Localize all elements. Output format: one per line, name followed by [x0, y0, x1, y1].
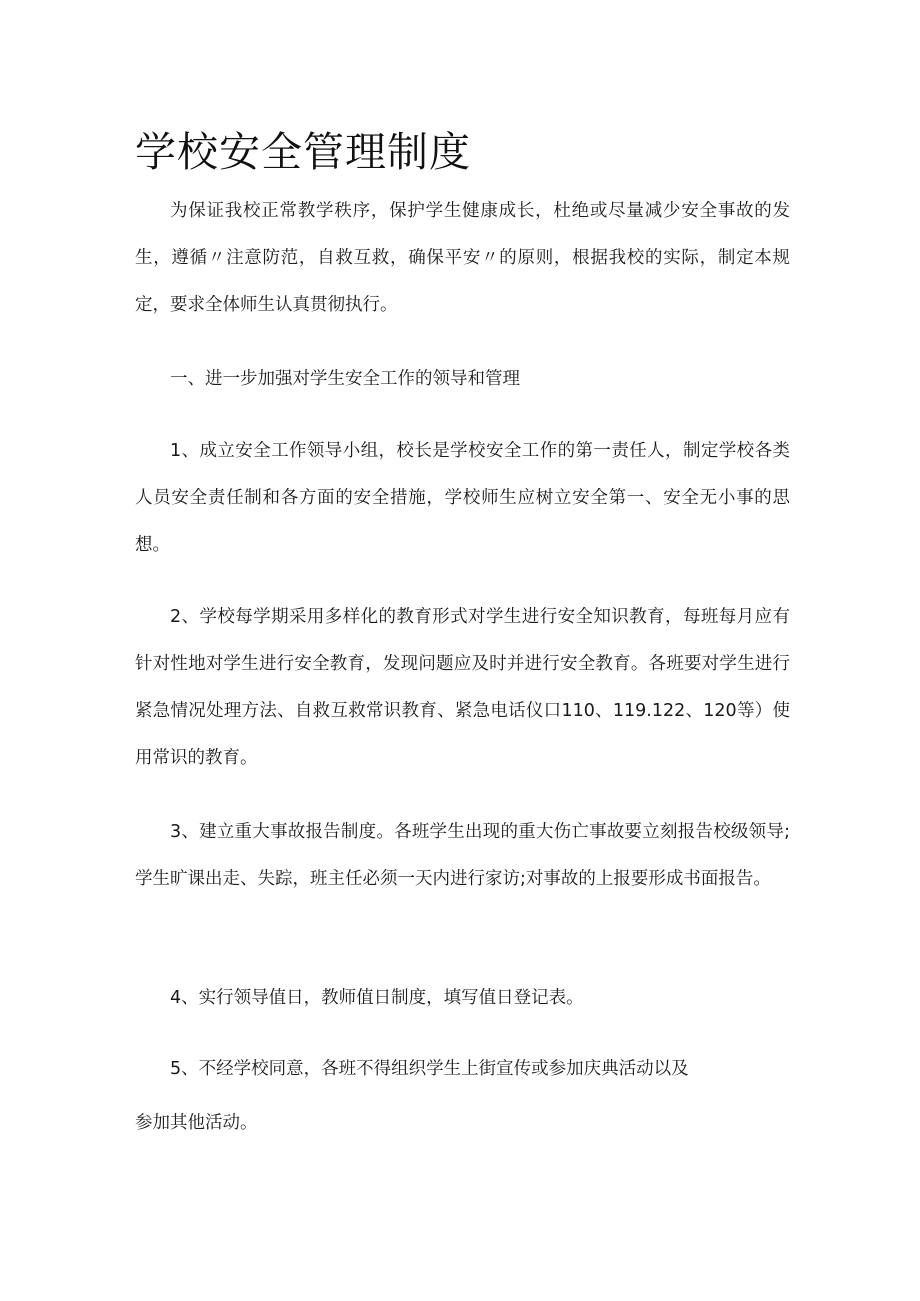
intro-paragraph: 为保证我校正常教学秩序，保护学生健康成长，杜绝或尽量减少安全事故的发生，遵循〃注意防范，自救互救，确保平安〃的原则，根据我校的实际，制定本规定，要求全体师生认真贯彻执行。 — [135, 201, 790, 315]
list-item-5-continuation: 参加其他活动。 — [135, 1113, 258, 1133]
list-item-1: 1、成立安全工作领导小组，校长是学校安全工作的第一责任人，制定学校各类人员安全责任制和各方面的安全措施，学校师生应树立安全第一、安全无小事的思想。 — [135, 441, 790, 555]
list-item-2: 2、学校每学期采用多样化的教育形式对学生进行安全知识教育，每班每月应有针对性地对学生进行安全教育，发现问题应及时并进行安全教育。各班要对学生进行紧急情况处理方法、自救互救常识教育、紧急电话仪口110、119.122、120等）使用常识的教育。 — [135, 607, 790, 768]
list-item-4: 4、实行领导值日，教师值日制度，填写值日登记表。 — [170, 988, 584, 1008]
list-item-5: 5、不经学校同意，各班不得组织学生上街宣传或参加庆典活动以及 — [170, 1059, 689, 1079]
list-item-3: 3、建立重大事故报告制度。各班学生出现的重大伤亡事故要立刻报告校级领导;学生旷课出走、失踪，班主任必须一天内进行家访;对事故的上报要形成书面报告。 — [135, 822, 790, 889]
document-title: 学校安全管理制度 — [135, 128, 471, 176]
section-heading-1: 一、进一步加强对学生安全工作的领导和管理 — [170, 369, 520, 389]
